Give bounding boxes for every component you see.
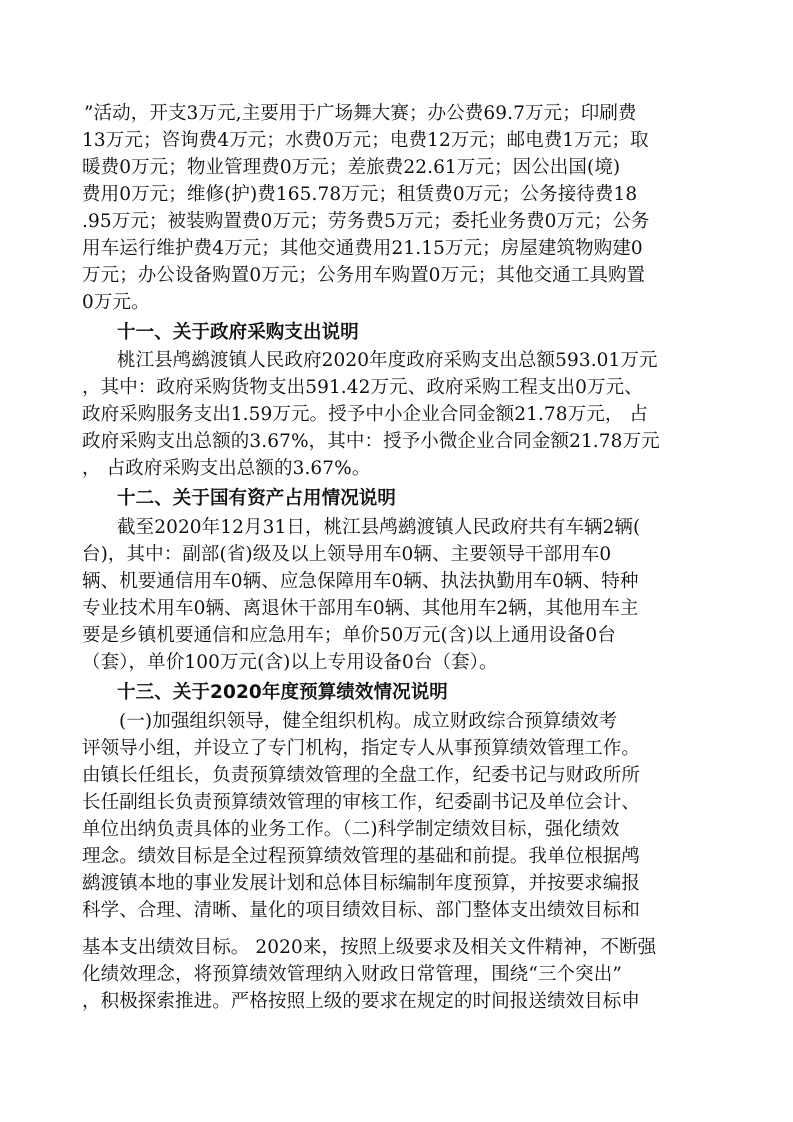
- text-line: 暖费0万元；物业管理费0万元；差旅费22.61万元；因公出国(境): [82, 157, 621, 178]
- text-line: 桃江县鸬鹚渡镇人民政府2020年度政府采购支出总额593.01万元: [117, 350, 658, 371]
- text-line: 万元；办公设备购置0万元；公务用车购置0万元；其他交通工具购置: [82, 265, 646, 286]
- text-line: 政府采购服务支出1.59万元。授予中小企业合同金额21.78万元， 占: [82, 404, 649, 425]
- text-line: 由镇长任组长，负责预算绩效管理的全盘工作，纪委书记与财政所所: [82, 765, 641, 786]
- text-line: 政府采购支出总额的3.67%，其中：授予小微企业合同金额21.78万元: [82, 431, 660, 452]
- text-line: 科学、合理、清晰、量化的项目绩效目标、部门整体支出绩效目标和: [82, 900, 641, 921]
- text-line: 13万元；咨询费4万元；水费0万元；电费12万元；邮电费1万元；取: [82, 130, 649, 151]
- text-line: 费用0万元；维修(护)费165.78万元；租赁费0万元；公务接待费18: [82, 184, 638, 205]
- text-line: 要是乡镇机要通信和应急用车；单价50万元(含)以上通用设备0台: [82, 625, 616, 646]
- text-line: 理念。绩效目标是全过程预算绩效管理的基础和前提。我单位根据鸬: [82, 846, 641, 867]
- text-line: 化绩效理念，将预算绩效管理纳入财政日常管理，围绕“三个突出”: [82, 964, 622, 985]
- text-line: ， 占政府采购支出总额的3.67%。: [82, 458, 371, 479]
- text-line: 基本支出绩效目标。 2020来，按照上级要求及相关文件精神，不断强: [82, 937, 657, 958]
- text-line: ，积极探索推进。严格按照上级的要求在规定的时间报送绩效目标申: [82, 991, 641, 1012]
- text-line: (一)加强组织领导，健全组织机构。成立财政综合预算绩效考: [119, 711, 618, 732]
- text-line: 长任副组长负责预算绩效管理的审核工作，纪委副书记及单位会计、: [82, 792, 641, 813]
- text-line: 鹚渡镇本地的事业发展计划和总体目标编制年度预算，并按要求编报: [82, 873, 641, 894]
- text-line: 专业技术用车0辆、离退休干部用车0辆、其他用车2辆，其他用车主: [82, 598, 639, 619]
- text-line: 0万元。: [82, 292, 150, 313]
- text-line: .95万元；被装购置费0万元；劳务费5万元；委托业务费0万元；公务: [82, 211, 650, 232]
- text-line: 台)，其中：副部(省)级及以上领导用车0辆、主要领导干部用车0: [82, 544, 612, 565]
- section-heading-13: 十三、关于2020年度预算绩效情况说明: [117, 682, 448, 703]
- text-line: ”活动，开支3万元,主要用于广场舞大赛；办公费69.7万元；印刷费: [84, 103, 637, 124]
- text-line: 辆、机要通信用车0辆、应急保障用车0辆、执法执勤用车0辆、特种: [82, 571, 639, 592]
- text-line: ，其中：政府采购货物支出591.42万元、政府采购工程支出0万元、: [82, 377, 643, 398]
- text-line: 用车运行维护费4万元；其他交通费用21.15万元；房屋建筑物购建0: [82, 238, 643, 259]
- text-line: （套），单价100万元(含)以上专用设备0台（套）。: [82, 652, 498, 673]
- text-line: 单位出纳负责具体的业务工作。（二)科学制定绩效目标，强化绩效: [82, 819, 620, 840]
- section-heading-12: 十二、关于国有资产占用情况说明: [117, 488, 397, 509]
- section-heading-11: 十一、关于政府采购支出说明: [117, 322, 359, 343]
- text-line: 评领导小组，并设立了专门机构，指定专人从事预算绩效管理工作。: [82, 738, 641, 759]
- text-line: 截至2020年12月31日，桃江县鸬鹚渡镇人民政府共有车辆2辆(: [117, 517, 641, 538]
